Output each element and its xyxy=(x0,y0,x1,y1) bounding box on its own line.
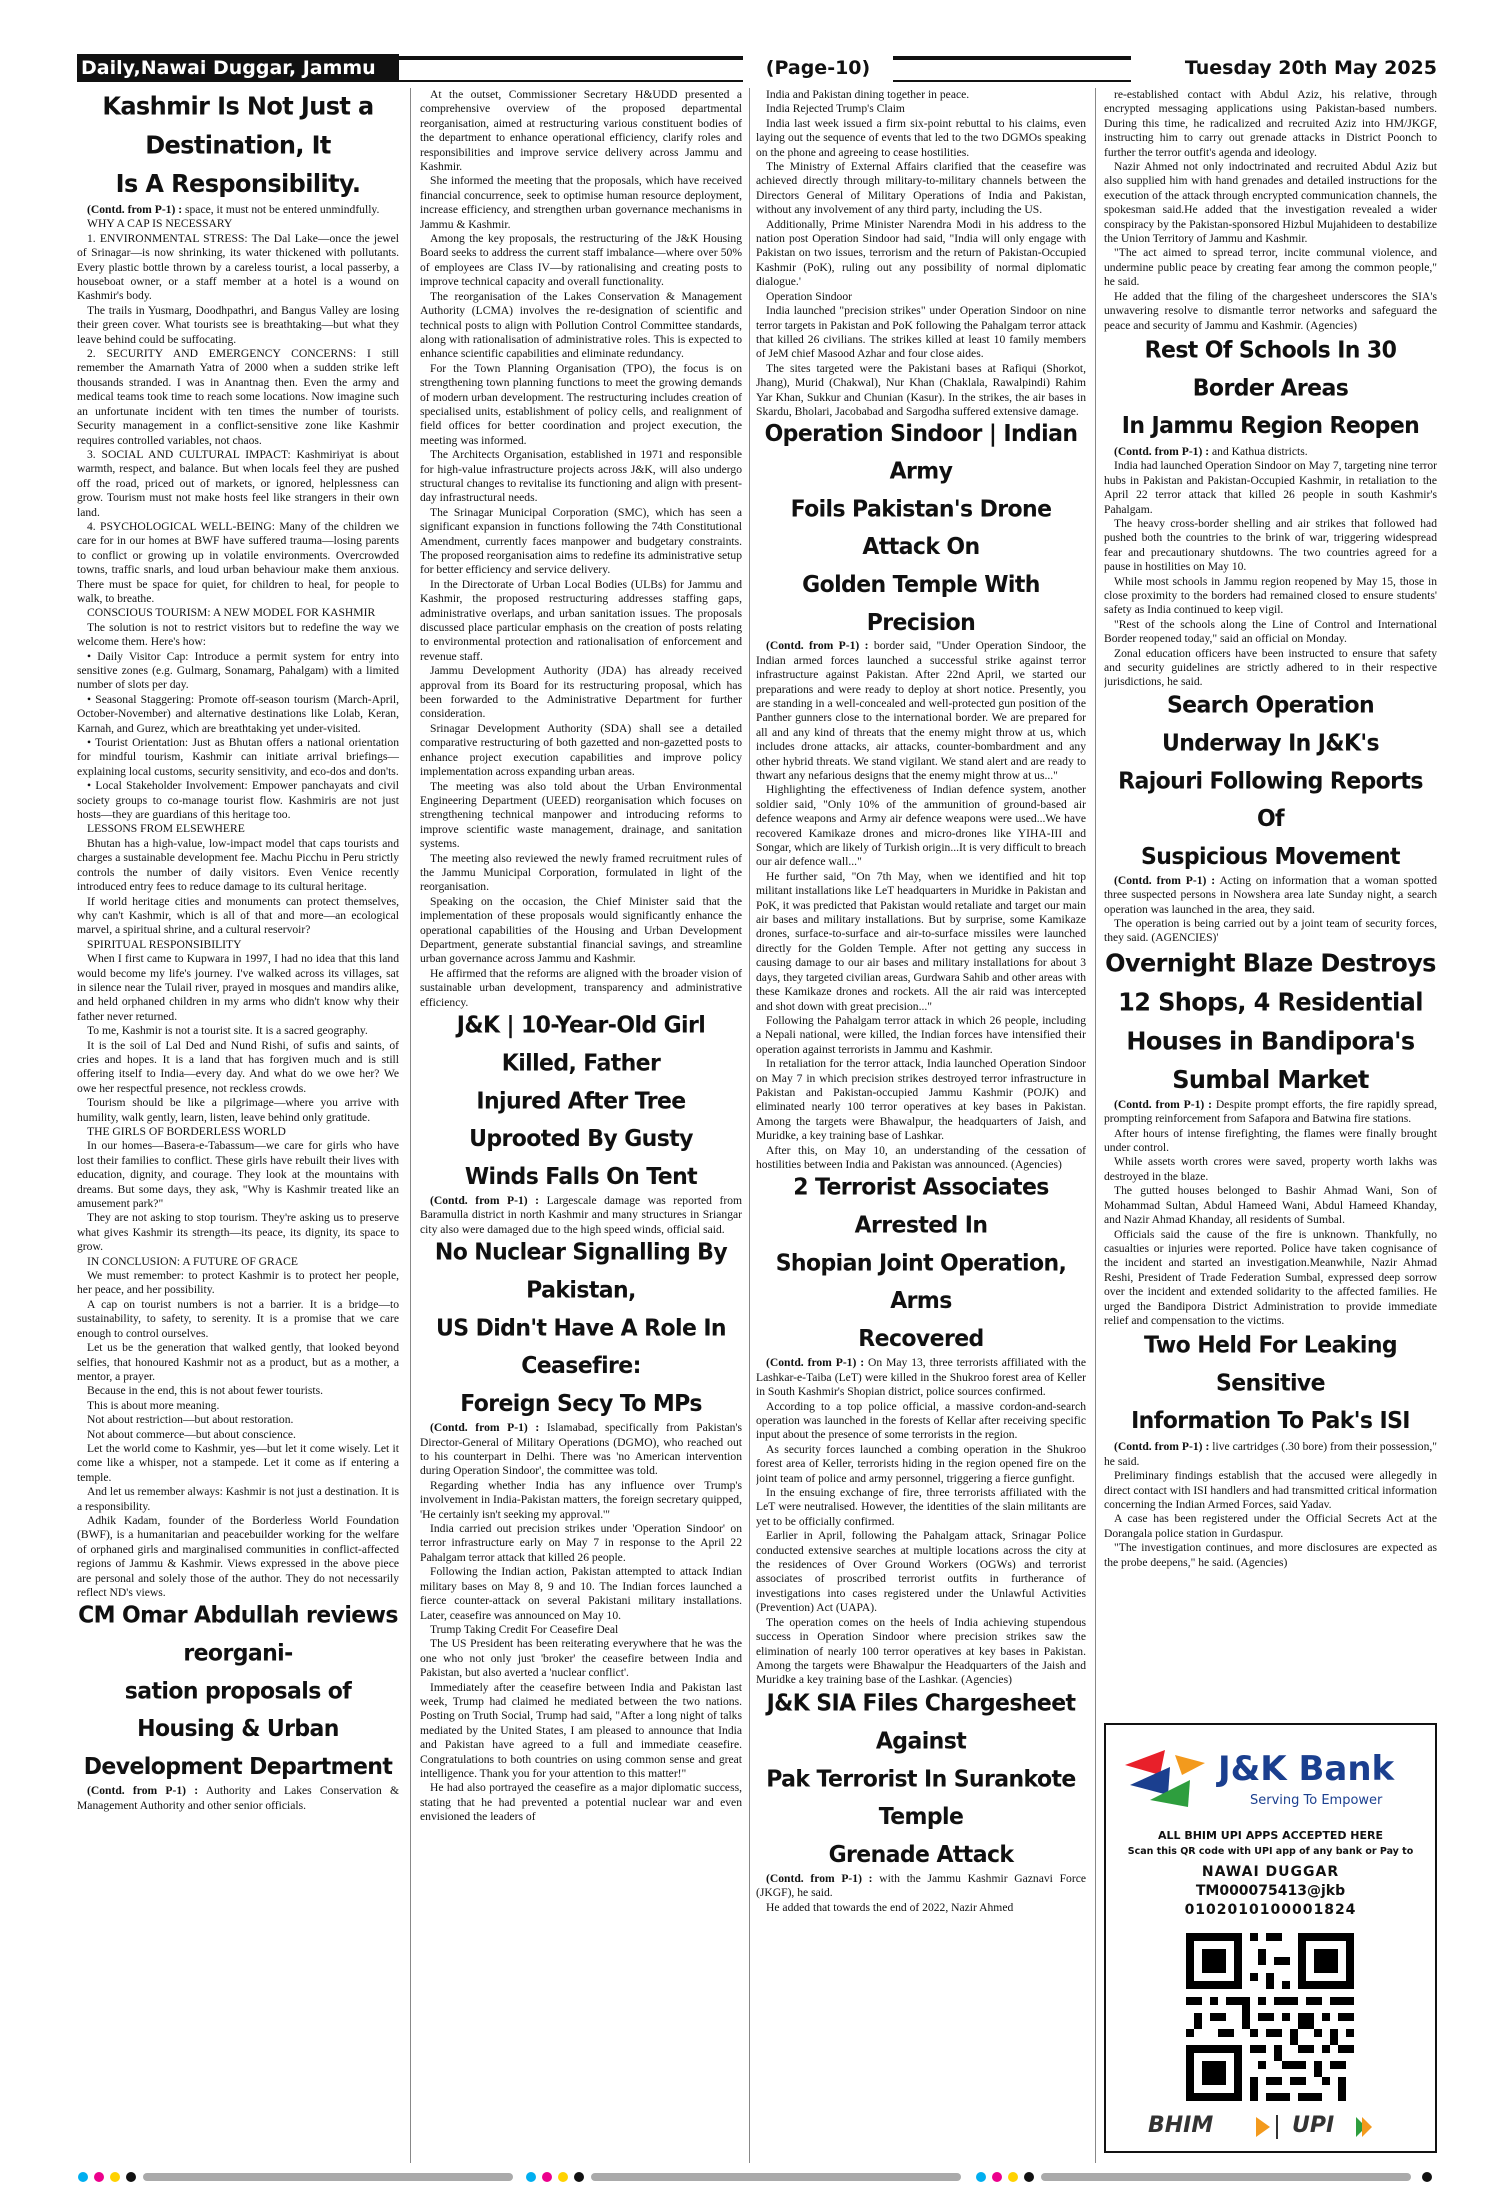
headline-shopian-arrests xyxy=(756,1170,1086,1359)
column-3 xyxy=(756,88,1086,2163)
headline-line: Kashmir Is Not Just a Destination, It xyxy=(102,91,374,160)
article-paragraph: India launched "precision strikes" under Operation Sindoor on nine terror targets in Pakistan and PoK following the Pahalgam terror attack that killed 26 civilians. The strikes killed at least 10 family members of JeM chief Masood Azhar and four close aides. xyxy=(756,304,1086,361)
headline-line: sation proposals of Housing & Urban xyxy=(124,1678,352,1743)
article-paragraph: He further said, "On 7th May, when we identified and hit top militant installations like LeT headquarters in Muridke in Pakistan and PoK, it was predicted that Pakistan would retaliate and target our main air bases and military installations. But by surprise, some Kamikaze drones, surface-to-surface and air-to-surface missiles were launched directly for the Golden Temple. After not getting any success in causing damage to our air bases and military installations for about 3 days, they targeted civilian areas, Gurdwara Sahib and other areas with these Kamikaze drones and rockets. All the air raid was intercepted and shot down with great precision..." xyxy=(756,869,1086,1013)
issue-date: Tuesday 20th May 2025 xyxy=(1131,54,1437,82)
article-paragraph: Zonal education officers have been instructed to ensure that safety and security guidelines are strictly adhered to in their respective jurisdictions, he said. xyxy=(1104,646,1437,689)
article-paragraph: Because in the end, this is not about fewer tourists. xyxy=(87,1384,324,1398)
article-paragraph: Additionally, Prime Minister Narendra Modi in his address to the nation post Operation Sindoor had said, "India will only engage with Pakistan on two issues, terrorism and the return of Pakistan-Occupied Kashmir (PoK), ruling out any possibility of normal diplomatic dialogue.' xyxy=(756,217,1086,289)
continued-marker: (Contd. from P-1) : xyxy=(1114,873,1216,887)
logo-separator xyxy=(1276,2115,1278,2139)
article-paragraph: Nazir Ahmed not only indoctrinated and recruited Abdul Aziz but also supplied him with hand grenades and detailed instructions for the execution of the attack through encrypted communication channels, the spokesman said.He added that the investigation revealed a wider conspiracy by the Pakistan-sponsored Hizbul Mujahideen to destabilize the Union Territory of Jammu and Kashmir. xyxy=(1104,160,1437,246)
article-paragraph: "The act aimed to spread terror, incite communal violence, and undermine public peace by creating fear among the common people," he said. xyxy=(1104,246,1437,289)
article-paragraph: Following the Pahalgam terror attack in which 26 people, including a Nepali national, were killed, the Indian forces have intensified their operation against terrorists in Jammu and Kashmir. xyxy=(756,1013,1086,1056)
account-number: 0102010100001824 xyxy=(1184,1902,1357,1918)
headline-sia-chargesheet xyxy=(756,1685,1086,1874)
headline-line: In Jammu Region Reopen xyxy=(1121,413,1420,440)
article-paragraph: Not about restriction—but about restoration. xyxy=(87,1413,294,1427)
headline-no-nuclear-signalling xyxy=(420,1235,742,1424)
column-1 xyxy=(77,88,399,2163)
headline-line: CM Omar Abdullah reviews reorgani- xyxy=(78,1603,398,1668)
bank-tagline: Serving To Empower xyxy=(1250,1793,1383,1808)
article-paragraph: The reorganisation of the Lakes Conservation & Management Authority (LCMA) involves the re-designation of scientific and technical posts to align with Pollution Control Committee standards, along with rationalisation of administrative roles. This is expected to enhance scientific capabilities and eliminate redundancy. xyxy=(420,289,742,361)
bhim-arrow-icon xyxy=(1254,2115,1274,2139)
bullet-item: • Local Stakeholder Involvement: Empower panchayats and civil society groups to co-manage tourist flow. Kashmiris are not just hosts—they are guardians of this heritage too. xyxy=(77,779,399,822)
article-paragraph: He affirmed that the reforms are aligned with the broader vision of sustainable urban development, transparency and administrative efficiency. xyxy=(420,966,742,1009)
text: Islamabad, specifically from Pakistan's Director-General of Military Operations (DGMO), who reached out to his counterpart in Delhi. There was 'no American intervention during Operation Sindoor', the committee was told. xyxy=(420,1421,742,1478)
continued-marker: (Contd. from P-1) : xyxy=(87,203,183,216)
jk-bank-logo xyxy=(1120,1745,1420,1815)
article-paragraph: The meeting was also told about the Urban Environmental Engineering Department (UEED) reorganisation which focuses on strengthening technical manpower and introducing reforms to improve scientific waste management, drainage, and sanitation systems. xyxy=(420,779,742,851)
article-paragraph: The operation comes on the heels of India achieving stupendous success in Operation Sindoor where precision strikes saw the elimination of nearly 100 terror operatives at key bases in Pakistan. Among the targets were Bhawalpur the Headquarters of the Jaish and Muridke a key training base of the Lashkar. (Agencies) xyxy=(756,1615,1086,1687)
continued-marker: (Contd. from P-1) : xyxy=(430,1421,540,1435)
article-paragraph: In the Directorate of Urban Local Bodies (ULBs) for Jammu and Kashmir, the proposed restructuring addresses staffing gaps, administrative overlaps, and urban sanitation issues. The proposals discussed place particular emphasis on the creation of posts relating to environmental protection and rationalisation of enforcement and revenue staff. xyxy=(420,577,742,663)
article-paragraph xyxy=(1104,1098,1437,1127)
column-divider xyxy=(749,88,750,2163)
continued-marker: (Contd. from P-1) : xyxy=(1114,1097,1212,1111)
article-paragraph: The heavy cross-border shelling and air strikes that followed had pushed both the countries to the brink of war, triggering widespread fear and precautionary shutdowns. The two countries agreed for a pause in hostilities on May 10. xyxy=(1104,516,1437,574)
headline-line: 12 Shops, 4 Residential xyxy=(1118,987,1423,1017)
headline-line: Search Operation Underway In J&K's xyxy=(1161,692,1380,757)
headline-bandipora-blaze xyxy=(1104,944,1437,1099)
scan-instruction: Scan this QR code with UPI app of any bank or Pay to xyxy=(1127,1846,1414,1857)
article-paragraph xyxy=(77,203,399,217)
text: Despite prompt efforts, the fire rapidly spread, prompting reinforcement from Safapora and Batwina fire stations. xyxy=(1104,1097,1437,1126)
article-paragraph: After this, on May 10, an understanding of the cessation of hostilities between India and Pakistan was announced. (Agencies) xyxy=(756,1143,1086,1171)
article-paragraph xyxy=(1104,1440,1437,1469)
article-paragraph: Srinagar Development Authority (SDA) shall see a detailed comparative restructuring of both gazetted and non-gazetted posts to enhance project execution capabilities and improve policy implementation across expanding urban areas. xyxy=(420,721,742,779)
headline-line: J&K SIA Files Chargesheet Against xyxy=(766,1690,1076,1755)
headline-line: Is A Responsibility. xyxy=(115,169,361,199)
headline-line: J&K | 10-Year-Old Girl Killed, Father xyxy=(456,1012,706,1077)
headline-line: Rajouri Following Reports Of xyxy=(1118,768,1423,833)
article-paragraph: The meeting also reviewed the newly framed recruitment rules of the Jammu Municipal Corporation, formulated in light of the reorganisation. xyxy=(420,851,742,894)
article-paragraph: "Rest of the schools along the Line of Control and International Border reopened today," said an official on Monday. xyxy=(1104,617,1437,646)
article-paragraph xyxy=(756,1356,1086,1399)
article-paragraph: A cap on tourist numbers is not a barrier. It is a bridge—to sustainability, to safety, to serenity. It is a promise that we care enough to control ourselves. xyxy=(77,1297,399,1340)
article-paragraph: India and Pakistan dining together in peace. xyxy=(766,88,970,101)
article-paragraph: She informed the meeting that the proposals, which have received financial concurrence, seek to optimise human resource deployment, increase efficiency, and strengthen urban governance mechanisms in Jammu & Kashmir. xyxy=(420,174,742,231)
headline-line: Two Held For Leaking Sensitive xyxy=(1143,1332,1398,1397)
article-paragraph: India had launched Operation Sindoor on May 7, targeting nine terror hubs in Pakistan and Pakistan-Occupied Kashmir, in retaliation to the April 22 terror attack that killed 26 people in south Kashmir's Pahalgam. xyxy=(1104,459,1437,516)
column-divider xyxy=(1095,88,1096,2163)
article-paragraph: In retaliation for the terror attack, India launched Operation Sindoor on May 7 in which precision strikes destroyed terror infrastructure in Pakistan and Pakistan-occupied Jammu Kashmir (POJK) and eliminated nearly 100 terror operatives at key bases in Pakistan. Among the targets were Bhawalpur, the headquarters of Jaish, and Muridke, a key training base of Lashkar. xyxy=(756,1057,1086,1143)
headline-line: Recovered xyxy=(858,1326,984,1353)
article-paragraph: Officials said the cause of the fire is unknown. Thankfully, no casualties or injuries were reported. Police have taken cognisance of the incident and started an investigation.Meanwhile, Nazir Ahmad Reshi, President of Trade Federation Sumbal, expressed deep sorrow over the incident and extended solidarity to the affected families. He urged the Bandipora District Administration to provide immediate relief and compensation to the victims. xyxy=(1104,1227,1437,1327)
headline-line: Suspicious Movement xyxy=(1141,843,1400,871)
article-subhead: WHY A CAP IS NECESSARY xyxy=(87,217,233,231)
headline-line: US Didn't Have A Role In Ceasefire: xyxy=(436,1315,726,1380)
headline-line: Foreign Secy To MPs xyxy=(460,1391,702,1418)
article-paragraph: The solution is not to restrict visitors but to redefine the way we welcome them. Here's how: xyxy=(77,620,399,649)
upi-id: TM000075413@jkb xyxy=(1195,1883,1346,1899)
headline-line: Development Department xyxy=(83,1754,393,1781)
article-paragraph: 1. ENVIRONMENTAL STRESS: The Dal Lake—once the jewel of Srinagar—is now shrinking, its water thickened with pollutants. Every plastic bottle thrown by a careless tourist, a local passerby, a houseboat owner, or a staff member at a hotel is a wound on Kashmir's body. xyxy=(77,231,399,303)
article-paragraph: "The investigation continues, and more disclosures are expected as the probe deepens," he said. (Agencies) xyxy=(1104,1541,1437,1569)
text: Largescale damage was reported from Baramulla district in north Kashmir and many structures in Sriangar city also were damaged due to the high speed winds, official said. xyxy=(420,1194,742,1236)
article-subhead: Operation Sindoor xyxy=(766,289,852,303)
article-paragraph: If world heritage cities and monuments can protect themselves, why can't Kashmir, which is all of that and more—an ecological marvel, a spiritual shrine, and a cultural reservoir? xyxy=(77,894,399,937)
headline-girl-killed-tree xyxy=(420,1008,742,1197)
headline-line: Operation Sindoor | Indian Army xyxy=(764,421,1078,486)
article-paragraph xyxy=(756,1872,1086,1901)
upi-arrow-icon xyxy=(1354,2115,1374,2139)
headline-line: Winds Falls On Tent xyxy=(464,1163,698,1191)
upi-logo-text: UPI xyxy=(1292,2113,1335,2138)
upi-qr-code-icon[interactable] xyxy=(1186,1933,1354,2101)
article-paragraph: Jammu Development Authority (JDA) has already received approval from its Board for its restructuring proposal, which has been forwarded to the Administrative Department for further consideration. xyxy=(420,664,742,721)
continued-marker: (Contd. from P-1) : xyxy=(766,1871,873,1885)
article-paragraph xyxy=(420,1421,742,1479)
article-paragraph: He added that towards the end of 2022, Nazir Ahmed xyxy=(766,1900,1014,1914)
continued-marker: (Contd. from P-1) : xyxy=(87,1784,199,1798)
article-paragraph: They are not asking to stop tourism. They're asking us to preserve what gives Kashmir its strength—its peace, its dignity, its space to grow. xyxy=(77,1211,399,1254)
text: space, it must not be entered unmindfully. xyxy=(185,203,380,216)
article-paragraph xyxy=(1104,445,1437,459)
text: with the Jammu Kashmir Gaznavi Force (JKGF), he said. xyxy=(756,1871,1086,1900)
article-paragraph: Following the Indian action, Pakistan attempted to attack Indian military bases on May 8, 9 and 10. The Indian forces launched a fierce counter-attack on several Pakistani military installations. Later, ceasefire was announced on May 10. xyxy=(420,1565,742,1622)
article-subhead: IN CONCLUSION: A FUTURE OF GRACE xyxy=(87,1254,298,1268)
article-paragraph xyxy=(77,1784,399,1813)
headline-line: Golden Temple With Precision xyxy=(802,572,1040,637)
article-subhead: Trump Taking Credit For Ceasefire Deal xyxy=(430,1622,619,1636)
text: Authority and Lakes Conservation & Management Authority and other senior officials. xyxy=(77,1784,399,1812)
column-divider xyxy=(410,88,411,2163)
headline-line: 2 Terrorist Associates Arrested In xyxy=(793,1175,1049,1240)
article-paragraph: When I first came to Kupwara in 1997, I had no idea that this land would become my life's journey. I've walked across its villages, sat in silence near the Tulail river, prayed in mosques and mandirs alike, and held orphaned children in my arms who didn't know why their father never returned. xyxy=(77,952,399,1023)
text: On May 13, three terrorists affiliated with the Lashkar-e-Taiba (LeT) were killed in the Shukroo forest area of Keller in South Kashmir's Shopian district, police sources confirmed. xyxy=(756,1356,1086,1399)
headline-line: No Nuclear Signalling By Pakistan, xyxy=(434,1239,728,1305)
article-paragraph: 3. SOCIAL AND CULTURAL IMPACT: Kashmiriyat is about warmth, respect, and balance. But when locals feel they are pushed off the road, priced out of markets, or ignored, helplessness can grow. Tourism must not make hosts feel like strangers in their own land. xyxy=(77,447,399,519)
article-paragraph: The Architects Organisation, established in 1971 and responsible for high-value infrastructure projects across J&K, will also undergo structural changes to revitalise its functioning and align with present-day infrastructural needs. xyxy=(420,448,742,505)
article-paragraph: Preliminary findings establish that the accused were allegedly in direct contact with ISI handlers and had transmitted critical information concerning the Indian Armed Forces, said Yadav. xyxy=(1104,1469,1437,1511)
headline-line: Pak Terrorist In Surankote Temple xyxy=(766,1766,1076,1831)
masthead-paper-name: Daily,Nawai Duggar, Jammu xyxy=(77,54,399,82)
headline-line: Rest Of Schools In 30 Border Areas xyxy=(1144,337,1397,402)
article-paragraph: The US President has been reiterating everywhere that he was the one who not only just 'broker' the ceasefire between India and Pakistan, but also averted a 'nuclear conflict'. xyxy=(420,1637,742,1680)
article-paragraph: Tourism should be like a pilgrimage—where you arrive with humility, walk gently, learn, listen, leave behind only gratitude. xyxy=(77,1096,399,1124)
article-paragraph: Earlier in April, following the Pahalgam attack, Srinagar Police conducted extensive searches at multiple locations across the city at the residences of Over Ground Workers (OGWs) and terrorist associates of proscribed terrorist outfits in furtherance of investigations into cases registered under the Unlawful Activities (Prevention) Act (UAPA). xyxy=(756,1529,1086,1615)
article-paragraph: The Srinagar Municipal Corporation (SMC), which has seen a significant expansion in functions following the 74th Constitutional Amendment, currently faces manpower and budgetary constraints. The proposed reorganisation aims to redefine its administrative setup for better efficiency and service delivery. xyxy=(420,505,742,577)
article-subhead: India Rejected Trump's Claim xyxy=(766,102,905,116)
text: border said, "Under Operation Sindoor, the Indian armed forces launched a successful strike against terror infrastructure against Pakistan. After 22nd April, we started our preparations and were ready to deploy at short notice. Presently, you are standing in a well-concealed and well-protected gun position of the Panther gunners close to the international border. We are prepared for all and any kind of threats that the enemy might throw at us, which includes drone attacks, air attacks, counter-bombardment and any other hybrid threats. We stand vigilant. We stand alert and are ready to thwart any nefarious designs that the enemy might throw at us..." xyxy=(756,639,1086,782)
article-paragraph xyxy=(420,1194,742,1237)
article-paragraph: And let us remember always: Kashmir is not just a destination. It is a responsibility. xyxy=(77,1485,399,1513)
article-paragraph: In our homes—Basera-e-Tabassum—we care for girls who have lost their families to conflict. These girls have rebuilt their lives with education, dignity, and courage. They look at the mountains with dreams. But some days, they ask, "Why is Kashmir treated like an amusement park?" xyxy=(77,1139,399,1211)
headline-operation-sindoor-drone xyxy=(756,416,1086,643)
text: Acting on information that a woman spotted three suspected persons in Nowshera area late Sunday night, a search operation was launched in the area, they said. xyxy=(1104,873,1437,916)
print-color-registration-bar xyxy=(77,2170,1437,2184)
bhim-upi-logo xyxy=(1142,2113,1404,2143)
article-paragraph: 2. SECURITY AND EMERGENCY CONCERNS: I still remember the Amarnath Yatra of 2000 when a sudden strike left thousands stranded. I was in Anantnag then. Even the army and medical teams took time to reach some locations. Now imagine such an unfortunate incident with ten times the number of tourists. Security management in a conflict-sensitive zone like Kashmir requires controlled variables, not chaos. xyxy=(77,347,399,447)
bullet-item: • Seasonal Staggering: Promote off-season tourism (March-April, October-November) and alternative destinations like Lolab, Keran, Karnah, and Gurez, which are breathtaking yet under-visited. xyxy=(77,692,399,735)
bhim-logo-text: BHIM xyxy=(1148,2113,1214,2138)
article-paragraph: Among the key proposals, the restructuring of the J&K Housing Board seeks to address the current staff imbalance—where over 50% of employees are Class IV—by rationalising and creating posts to improve technical capacity and overall functionality. xyxy=(420,232,742,289)
headline-line: Injured After Tree Uprooted By Gusty xyxy=(469,1088,693,1153)
column-2 xyxy=(420,88,742,2163)
article-paragraph: Let us be the generation that walked gently, that looked beyond selfies, that honoured Kashmir not as a product, but as a mother, a mentor, a prayer. xyxy=(77,1341,399,1383)
upi-accepted-line: ALL BHIM UPI APPS ACCEPTED HERE xyxy=(1157,1829,1384,1842)
article-paragraph: India carried out precision strikes under 'Operation Sindoor' on terror infrastructure early on May 7 in response to the April 22 Pahalgam terror attack that killed 26 people. xyxy=(420,1522,742,1564)
payee-name: NAWAI DUGGAR xyxy=(1201,1864,1340,1880)
article-paragraph: Not about commerce—but about conscience. xyxy=(87,1427,296,1441)
continued-marker: (Contd. from P-1) : xyxy=(430,1194,540,1207)
article-paragraph: re-established contact with Abdul Aziz, his relative, through encrypted messaging applications using Pakistan-based numbers. During this time, he radicalized and recruited Aziz into HM/JKGF, instructing him to carry out grenade attacks in District Poonch to further the terror outfit's agenda and ideology. xyxy=(1104,88,1437,159)
article-paragraph: For the Town Planning Organisation (TPO), the focus is on strengthening town planning functions to meet the growing demands of modern urban development. The restructuring includes creation of specialised units, establishment of policy cells, and realignment of field offices for better coordination and project execution, the meeting was informed. xyxy=(420,361,742,447)
article-paragraph: India last week issued a firm six-point rebuttal to his claims, even laying out the sequence of events that led to the two DGMOs speaking on the phone and agreeing to cease hostilities. xyxy=(756,116,1086,159)
article-paragraph: A case has been registered under the Official Secrets Act at the Dorangala police station in Gurdaspur. xyxy=(1104,1512,1437,1540)
article-paragraph: The trails in Yusmarg, Doodhpathri, and Bangus Valley are losing their green cover. What tourists see is breathtaking—but what they leave behind could be suffocating. xyxy=(77,303,399,346)
continued-marker: (Contd. from P-1) : xyxy=(1114,444,1210,458)
article-subhead: SPIRITUAL RESPONSIBILITY xyxy=(87,937,242,951)
headline-kashmir-responsibility xyxy=(77,88,399,204)
article-paragraph: While most schools in Jammu region reopened by May 15, those in close proximity to the borders had remained closed to ensure students' safety as India continued to keep vigil. xyxy=(1104,574,1437,617)
article-paragraph: The sites targeted were the Pakistani bases at Rafiqui (Shorkot, Jhang), Murid (Chakwal), Nur Khan (Chaklala, Rawalpindi) Rahim Yar Khan, Sukkur and Chunian (Kasur). In the strikes, the air bases in Skardu, Bholari, Jacobabad and Sargodha suffered extensive damage. xyxy=(756,361,1086,418)
headline-line: Sumbal Market xyxy=(1172,1064,1369,1095)
article-paragraph: To me, Kashmir is not a tourist site. It is a sacred geography. xyxy=(87,1024,368,1038)
headline-isi-leak xyxy=(1104,1328,1437,1441)
article-paragraph: He had also portrayed the ceasefire as a major diplomatic success, stating that he had prevented a potential nuclear war and even envisioned the leaders of xyxy=(420,1781,742,1824)
headline-cm-omar-abdullah xyxy=(77,1598,399,1787)
headline-line: Grenade Attack xyxy=(828,1841,1014,1868)
continued-marker: (Contd. from P-1) : xyxy=(1114,1440,1210,1454)
article-paragraph: In the ensuing exchange of fire, three terrorists affiliated with the LeT were neutralised. However, the identities of the slain militants are yet to be officially confirmed. xyxy=(756,1486,1086,1528)
bank-name: J&K Bank xyxy=(1218,1749,1395,1789)
article-paragraph: Adhik Kadam, founder of the Borderless World Foundation (BWF), is a humanitarian and peacebuilder working for the welfare of orphaned girls and marginalised communities in conflict-affected regions of Jammu & Kashmir. Views expressed in the above piece are personal and solely those of the author. They do not necessarily reflect ND's views. xyxy=(77,1513,399,1599)
bullet-item: • Tourist Orientation: Just as Bhutan offers a national orientation for mindful tourism, Kashmir can initiate arrival briefings—explaining local customs, security sensitivity, and eco-dos and don'ts. xyxy=(77,736,399,778)
article-subhead: LESSONS FROM ELSEWHERE xyxy=(87,822,245,836)
article-paragraph: Speaking on the occasion, the Chief Minister said that the implementation of these proposals would significantly enhance the operational capabilities of the Housing and Urban Development Department, generate substantial financial savings, and streamline urban governance across Jammu and Kashmir. xyxy=(420,894,742,966)
article-paragraph xyxy=(756,639,1086,783)
page-number: (Page-10) xyxy=(743,54,893,82)
article-paragraph: This is about more meaning. xyxy=(87,1398,220,1412)
article-paragraph: He added that the filing of the chargesheet underscores the SIA's unwavering resolve to dismantle terror networks and safeguard the peace and security of Jammu and Kashmir. (Agencies) xyxy=(1104,289,1437,332)
column-4 xyxy=(1104,88,1437,1720)
text: and Kathua districts. xyxy=(1212,444,1308,458)
article-subhead: THE GIRLS OF BORDERLESS WORLD xyxy=(87,1125,286,1138)
article-paragraph: Highlighting the effectiveness of Indian defence system, another soldier said, "Only 10% of the ammunition of ground-based air defence weapons and Army air defence weapons were used...We have recovered Kamikaze drones and micro-drones like YIHA-III and Songar, which are likely of Turkish origin...It is very difficult to breach our air defence wall..." xyxy=(756,783,1086,869)
article-paragraph: At the outset, Commissioner Secretary H&UDD presented a comprehensive overview of the proposed departmental reorganisation, aimed at restructuring various constituent bodies of the department to enhance operational efficiency, clarify roles and responsibilities and improve service delivery across Jammu and Kashmir. xyxy=(420,88,742,174)
text: live cartridges (.30 bore) from their possession," he said. xyxy=(1104,1440,1437,1468)
headline-line: Foils Pakistan's Drone Attack On xyxy=(790,496,1052,561)
bullet-item: • Daily Visitor Cap: Introduce a permit system for entry into sensitive zones (e.g. Gulmarg, Sonamarg, Pahalgam) with a limited number of slots per day. xyxy=(77,649,399,692)
article-paragraph: Let the world come to Kashmir, yes—but let it come wisely. Let it come like a whisper, not a stampede. Let it come as if entering a temple. xyxy=(77,1441,399,1484)
headline-rajouri-search xyxy=(1104,687,1437,876)
article-subhead: CONSCIOUS TOURISM: A NEW MODEL FOR KASHMIR xyxy=(87,606,376,620)
article-paragraph: We must remember: to protect Kashmir is to protect her people, her peace, and her possibility. xyxy=(77,1269,399,1297)
headline-line: Houses in Bandipora's xyxy=(1126,1026,1415,1056)
article-paragraph: 4. PSYCHOLOGICAL WELL-BEING: Many of the children we care for in our homes at BWF have suffered trauma—losing parents to conflict or growing up in volatile environments. Overcrowded towns, traffic snarls, and loud urban behaviour make them anxious. There must be space for quiet, for children to heal, for people to walk, to breathe. xyxy=(77,519,399,605)
article-paragraph xyxy=(1104,874,1437,917)
jk-bank-emblem-icon xyxy=(1120,1745,1210,1815)
article-paragraph: According to a top police official, a massive cordon-and-search operation was launched in the forests of Kellar after receiving specific input about the presence of some terrorists in the region. xyxy=(756,1399,1086,1442)
article-paragraph: After hours of intense firefighting, the flames were finally brought under control. xyxy=(1104,1126,1437,1155)
article-paragraph: As security forces launched a combing operation in the Shukroo forest area of Keller, terrorists hiding in the region opened fire on the joint team of police and army personnel, triggering a fierce gunfight. xyxy=(756,1442,1086,1485)
article-paragraph: The operation is being carried out by a joint team of security forces, they said. (AGENCIES)' xyxy=(1104,917,1437,945)
article-paragraph: While assets worth crores were saved, property worth lakhs was destroyed in the blaze. xyxy=(1104,1155,1437,1183)
continued-marker: (Contd. from P-1) : xyxy=(766,639,869,653)
headline-line: Overnight Blaze Destroys xyxy=(1105,948,1436,978)
article-paragraph: It is the soil of Lal Ded and Nund Rishi, of sufis and saints, of cries and hopes. It is a land that has forgiven much and is still offering itself to India—every day. And what do we owe her? We owe her respectful presence, not reckless crowds. xyxy=(77,1038,399,1095)
headline-schools-reopen xyxy=(1104,332,1437,445)
article-paragraph: Immediately after the ceasefire between India and Pakistan last week, Trump had claimed he mediated between the two nations. Posting on Truth Social, Trump had said, "After a long night of talks mediated by the United States, I am pleased to announce that India and Pakistan have agreed to a full and immediate ceasefire. Congratulations to both countries on using common sense and great intelligence. Thank you for your attention to this matter!" xyxy=(420,1680,742,1780)
article-paragraph: The gutted houses belonged to Bashir Ahmad Wani, Son of Mohammad Sultan, Abdul Hameed Wani, Abdul Hameed Khanday, and Nazir Ahmad Khanday, all residents of Sumbal. xyxy=(1104,1184,1437,1227)
article-paragraph: Bhutan has a high-value, low-impact model that caps tourists and charges a sustainable development fee. Machu Picchu in Peru strictly controls the number of daily visitors. Even Venice recently introduced entry fees to reduce damage to its cultural heritage. xyxy=(77,836,399,894)
article-paragraph: Regarding whether India has any influence over Trump's involvement in India-Pakistan matters, the foreign secretary quipped, 'He certainly isn't seeking my approval.'" xyxy=(420,1478,742,1521)
continued-marker: (Contd. from P-1) : xyxy=(766,1356,865,1370)
headline-line: Shopian Joint Operation, Arms xyxy=(775,1250,1067,1315)
jk-bank-upi-advertisement xyxy=(1104,1723,1437,2153)
headline-line: Information To Pak's ISI xyxy=(1131,1408,1410,1435)
article-paragraph: The Ministry of External Affairs clarified that the ceasefire was achieved directly through military-to-military channels between the Directors General of Military Operations of India and Pakistan, without any involvement of any third party, including the US. xyxy=(756,160,1086,217)
